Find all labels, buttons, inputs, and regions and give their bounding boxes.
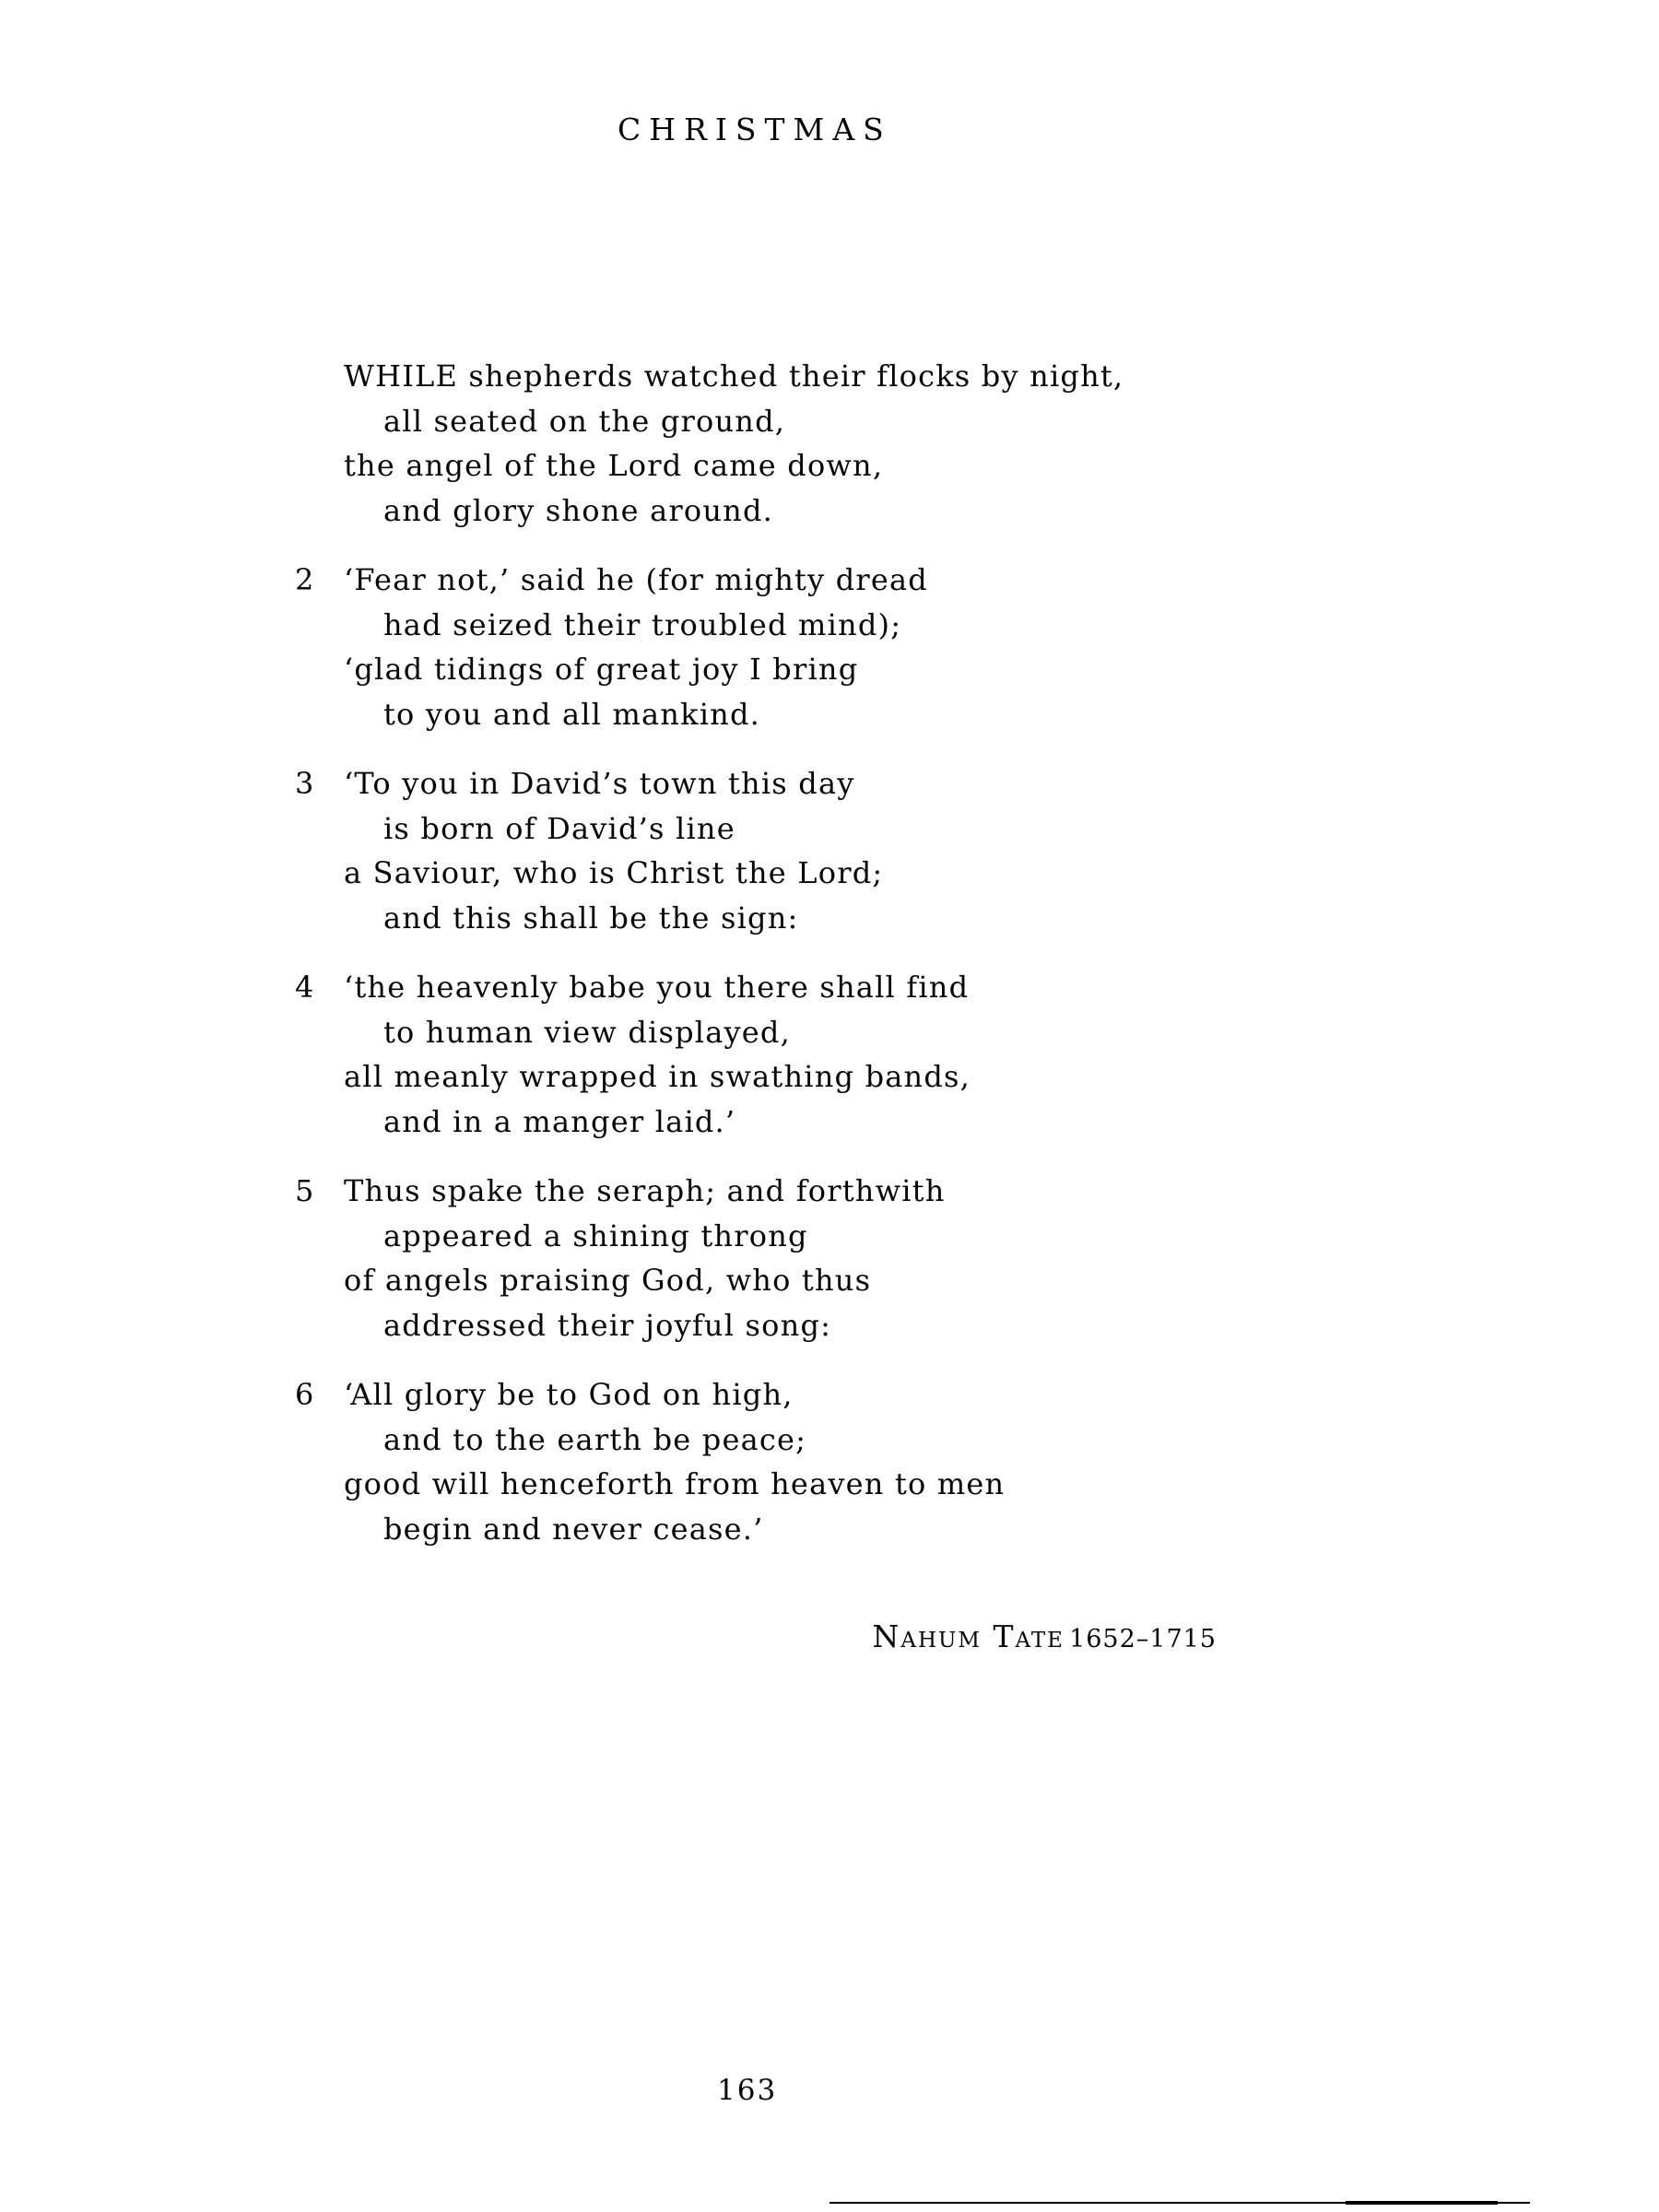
verse-number: 6 — [295, 1377, 315, 1412]
stanza-1 — [295, 354, 1124, 533]
verse-number: 5 — [295, 1173, 315, 1208]
verse-line: to human view displayed, — [383, 1014, 791, 1050]
stanza-3 — [295, 761, 1124, 940]
verse-line: ‘the heavenly babe you there shall find — [344, 970, 970, 1005]
verse-line: ‘glad tidings of great joy I bring — [344, 652, 859, 687]
verse-number: 4 — [295, 970, 315, 1005]
bottom-scan-rule-bold-segment — [1346, 2201, 1498, 2205]
verse-line: and in a manger laid.’ — [383, 1103, 736, 1139]
verse-number — [295, 354, 344, 533]
stanza-6 — [295, 1372, 1124, 1551]
verse-line: begin and never cease.’ — [383, 1511, 764, 1547]
verse-line: and this shall be the sign: — [383, 900, 799, 935]
stanza-5 — [295, 1169, 1124, 1347]
page-number: 163 — [717, 2074, 778, 2107]
verse-line: a Saviour, who is Christ the Lord; — [344, 855, 884, 890]
verse-number: 2 — [295, 562, 315, 597]
verse-line: ‘All glory be to God on high, — [344, 1377, 794, 1412]
verse-line: good will henceforth from heaven to men — [344, 1466, 1006, 1501]
verse-line: to you and all mankind. — [383, 696, 761, 732]
verse-line: of angels praising God, who thus — [344, 1263, 872, 1298]
verse-line: ‘Fear not,’ said he (for mighty dread — [344, 562, 928, 597]
section-header: CHRISTMAS — [618, 112, 892, 147]
stanza-4 — [295, 965, 1124, 1144]
verse-line: Thus spake the seraph; and forthwith — [344, 1173, 946, 1208]
verse-line: and to the earth be peace; — [383, 1421, 807, 1457]
verse-line: all meanly wrapped in swathing bands, — [344, 1059, 971, 1094]
verse-line: is born of David’s line — [383, 810, 735, 846]
verse-line: addressed their joyful song: — [383, 1307, 832, 1343]
verse-line: all seated on the ground, — [383, 403, 786, 439]
stanza-2 — [295, 558, 1124, 736]
author-attribution — [873, 1618, 1218, 1661]
verse-line: the angel of the Lord came down, — [344, 448, 884, 483]
author-dates: 1652–1715 — [1069, 1625, 1217, 1653]
verse-line: had seized their troubled mind); — [383, 606, 902, 642]
verse-line: appeared a shining throng — [383, 1218, 808, 1253]
verse-line: WHILE shepherds watched their flocks by night, — [344, 359, 1124, 394]
verse-line: and glory shone around. — [383, 492, 774, 528]
hymn-text — [295, 354, 1124, 1576]
verse-line: ‘To you in David’s town this day — [344, 766, 855, 801]
author-name: Nahum Tate — [872, 1618, 1065, 1654]
verse-number: 3 — [295, 766, 315, 801]
